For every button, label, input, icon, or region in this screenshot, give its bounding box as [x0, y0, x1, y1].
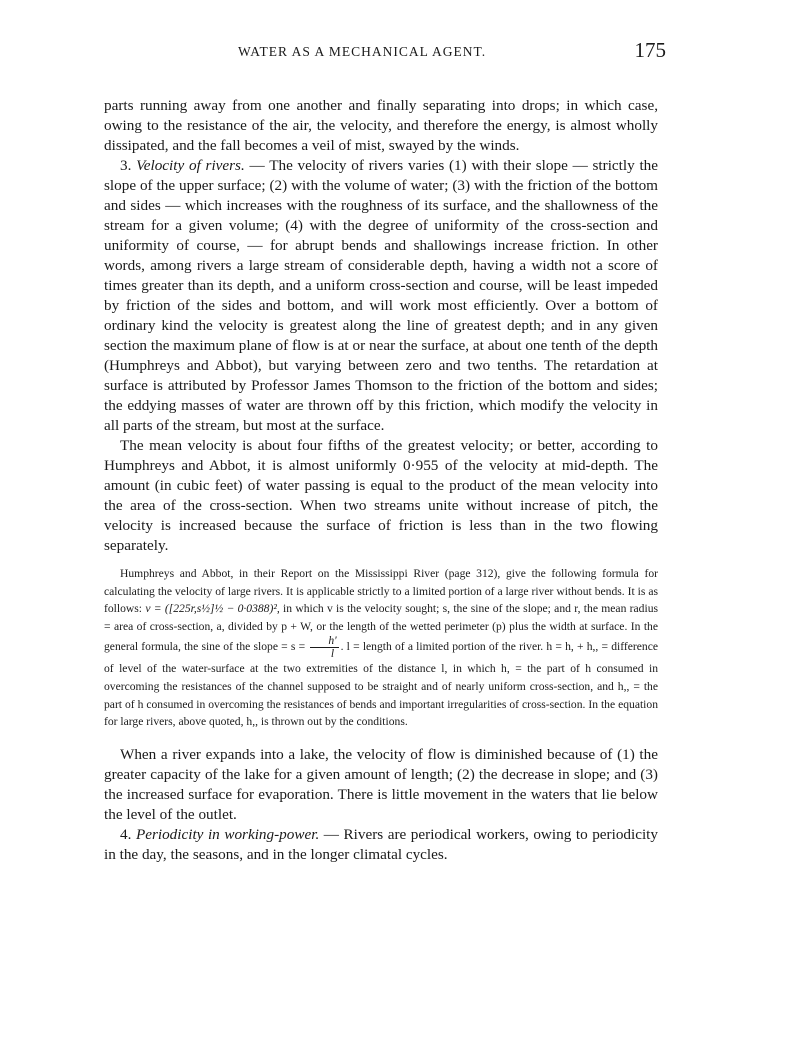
velocity-formula: v = ([225r,s½]½ − 0·0388)², [145, 602, 280, 616]
footnote-text-part1: Humphreys and Abbot, in their Report on the Mississippi River (page 312), give the following formula for calculating the velocity of large rivers. It is applicable strictly to a limited portion of a large river without bends. It is as follows: [104, 567, 658, 616]
paragraph-river-into-lake: When a river expands into a lake, the velocity of flow is diminished because of (1) the greater capacity of the lake for a given amount of length; (2) the decrease in slope; and (3) the increased surface for evaporation. There is little movement in the waters that lie below the level of the outlet. [104, 745, 658, 823]
footnote-text-part2: in which v is the velocity sought; s, the sine of the slope; and r, the mean radius = area of cross-section, a, divided by p + W, or the length of the wetted perimeter (p) plus the width at surface. In the general formula, the sine of the slope = s = [104, 602, 659, 654]
slope-fraction [310, 635, 338, 660]
fraction-denominator: l [330, 647, 335, 661]
page-header [104, 38, 666, 68]
section-heading: Periodicity in working-power. [135, 825, 320, 843]
footnote-formula-paragraph [104, 565, 658, 731]
running-head: WATER AS A MECHANICAL AGENT. [238, 44, 487, 59]
paragraph-waterfall-mist: parts running away from one another and finally separating into drops; in which case, owing to the resistance of the air, the velocity, and therefore the energy, is almost wholly dissipated, and the fall becomes a veil of mist, swayed by the winds. [104, 97, 658, 154]
section-text: — Rivers are periodical workers, owing to periodicity in the day, the seasons, and in the longer climatal cycles. [104, 825, 658, 863]
section-number: 3. [120, 157, 132, 174]
section-heading: Velocity of rivers. [136, 157, 245, 174]
fraction-numerator: h' [310, 635, 338, 648]
paragraph-periodicity [104, 825, 658, 865]
footnote-block [104, 565, 658, 731]
section-number: 4. [120, 825, 132, 843]
paragraph-mean-velocity: The mean velocity is about four fifths of the greatest velocity; or better, according to Humphreys and Abbot, it is almost uniformly 0·955 of the velocity at mid-depth. The amount (in cubic feet) of water passing is equal to the product of the mean velocity into the area of the cross-section. When two streams unite without increase of pitch, the velocity is increased because the surface of friction is less than in the two flowing separately. [104, 437, 658, 554]
footnote-text-part3: . l = length of a limited portion of the river. h = h, + h,, = difference of level of the water-surface at the two extremities of the distance l, in which h, = the part of h consumed in overcoming the resistances of the channel supposed to be straight and of nearly uniform cross-section, and h,, = the part of h consumed in overcoming the resistances of bends and important irregularities of cross-section. In the equation for large rivers, above quoted, h,, is thrown out by the conditions. [104, 640, 658, 729]
paragraph-velocity-of-rivers [104, 156, 658, 436]
spacer [104, 731, 658, 745]
section-text: — The velocity of rivers varies (1) with their slope — strictly the slope of the upper surface; (2) with the volume of water; (3) with the friction of the bottom and sides — which increases with the roughness of its surface, and the shallowness of the stream for a given volume; (4) with the degree of uniformity of the cross-section and uniformity of course, — for abrupt bends and shallowings increase friction. In other words, among rivers a large stream of considerable depth, having a width not a score of times greater than its depth, and a uniform cross-section and course, will be least impeded by friction of the sides and bottom, and will work most efficiently. Over a bottom of ordinary kind the velocity is greatest along the line of greatest depth; and in any given section the maximum plane of flow is at or near the surface, at about one tenth of the depth (Humphreys and Abbot), but varying between zero and two tenths. The retardation at surface is attributed by Professor James Thomson to the friction of the bottom and sides; the eddying masses of water are thrown off by this friction, which modify the velocity in all parts of the stream, but most at the surface. [104, 157, 659, 434]
page-number: 175 [634, 38, 666, 62]
